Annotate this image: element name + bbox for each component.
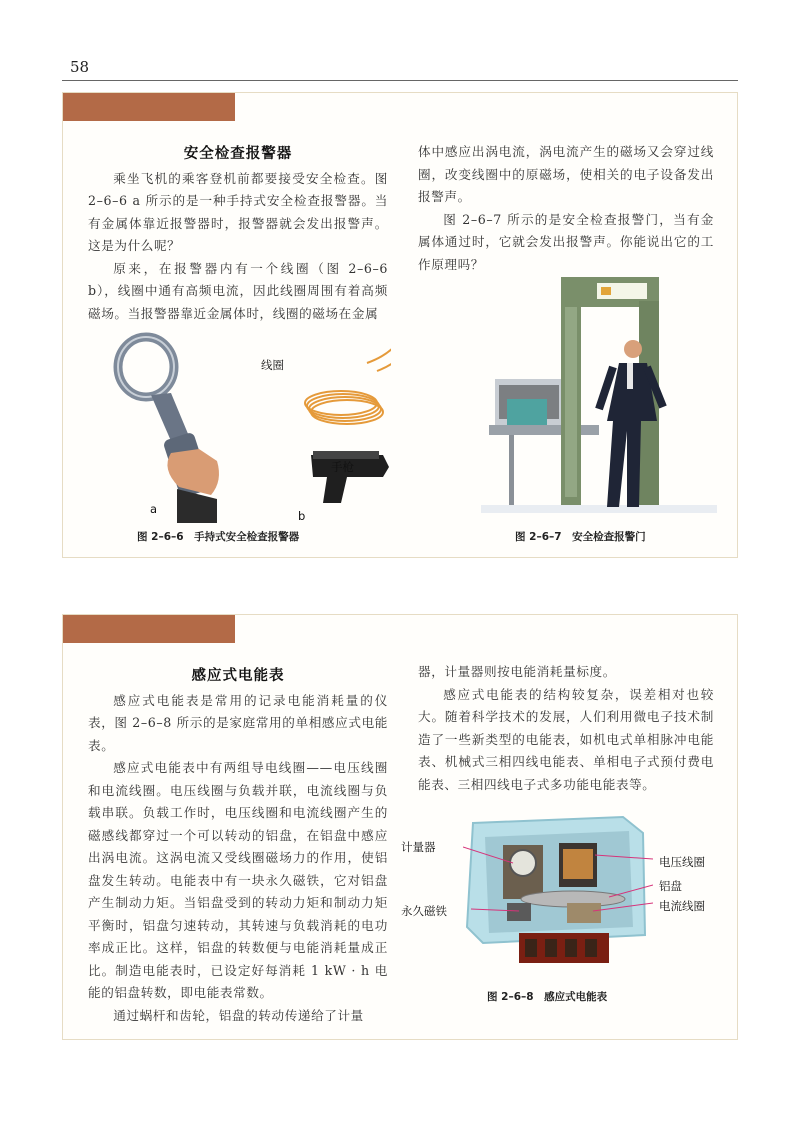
paragraph: 器，计量器则按电能消耗量标度。 <box>418 664 616 679</box>
label-counter: 计量器 <box>401 840 436 854</box>
energy-meter-illustration <box>463 815 653 979</box>
left-column <box>88 143 388 325</box>
paragraph: 通过蜗杆和齿轮，铝盘的转动传递给了计量 <box>113 1007 364 1023</box>
label-gun: 手枪 <box>331 460 354 474</box>
header-rule <box>62 80 738 81</box>
paragraph: 原来，在报警器内有一个线圈（图 2–6–6 b），线圈中通有高频电流，因此线圈周围有着高频磁场。当报警器靠近金属体时，线圈的磁场在金属 <box>88 260 388 321</box>
label-aluminum-disc: 铝盘 <box>659 879 682 893</box>
figure-caption: 图 2–6–8 感应式电能表 <box>487 991 608 1003</box>
label-permanent-magnet: 永久磁铁 <box>401 904 447 918</box>
paragraph: 图 2–6–7 所示的是安全检查报警门，当有金属体通过时，它就会发出报警声。你能说出它的工作原理吗？ <box>418 211 714 272</box>
section-tag-bar <box>63 93 235 121</box>
section-title: 安全检查报警器 <box>183 146 293 162</box>
figure-caption: 图 2–6–7 安全检查报警门 <box>515 531 646 543</box>
label-a: a <box>150 502 158 516</box>
paragraph: 体中感应出涡电流，涡电流产生的磁场又会穿过线圈，改变线圈中的原磁场，使相关的电子设备发出报警声。 <box>418 144 714 204</box>
paragraph: 感应式电能表的结构较复杂，误差相对也较大。随着科学技术的发展，人们利用微电子技术制造了一些新类型的电能表，如机电式单相脉冲电能表、机械式三相四线电能表、单相电子式预付费电能表、三相四线电子式多功能电能表等。 <box>418 686 714 792</box>
figure-caption: 图 2–6–6 手持式安全检查报警器 <box>137 531 300 543</box>
left-column <box>88 665 388 1027</box>
right-column <box>418 141 714 276</box>
paragraph: 乘坐飞机的乘客登机前都要接受安全检查。图 2–6–6 a 所示的是一种手持式安全检查报警器。当有金属体靠近报警器时，报警器就会发出报警声。这是为什么呢？ <box>88 170 388 253</box>
right-column <box>418 661 714 796</box>
label-current-coil: 电流线圈 <box>659 899 705 913</box>
handheld-detector-illustration <box>101 331 391 527</box>
section-title: 感应式电能表 <box>191 668 285 684</box>
label-voltage-coil: 电压线圈 <box>659 855 705 869</box>
paragraph: 感应式电能表中有两组导电线圈——电压线圈和电流线圈。电压线圈与负载并联，电流线圈与负载串联。负载工作时，电压线圈和电流线圈产生的磁感线都穿过一个可以转动的铝盘，在铝盘中感应出涡电流。这涡电流又受线圈磁场力的作用，使铝盘发生转动。电能表中有一块永久磁铁，它对铝盘产生制动力矩。当铝盘受到的转动力矩和制动力矩平衡时，铝盘匀速转动，其转速与负载消耗的电功率成正比。这样，铝盘的转数便与电能消耗量成正比。制造电能表时，已设定好每消耗 1 kW · h 电能的铝盘转数，即电能表常数。 <box>88 760 388 1000</box>
label-coil: 线圈 <box>261 358 284 372</box>
label-b: b <box>298 509 306 523</box>
page-number: 58 <box>70 58 90 76</box>
paragraph: 感应式电能表是常用的记录电能消耗量的仪表，图 2–6–8 所示的是家庭常用的单相感应式电能表。 <box>88 692 388 753</box>
section-box-security-alarm <box>62 92 738 558</box>
section-tag-bar <box>63 615 235 643</box>
security-gate-illustration <box>481 271 717 513</box>
section-box-energy-meter <box>62 614 738 1040</box>
